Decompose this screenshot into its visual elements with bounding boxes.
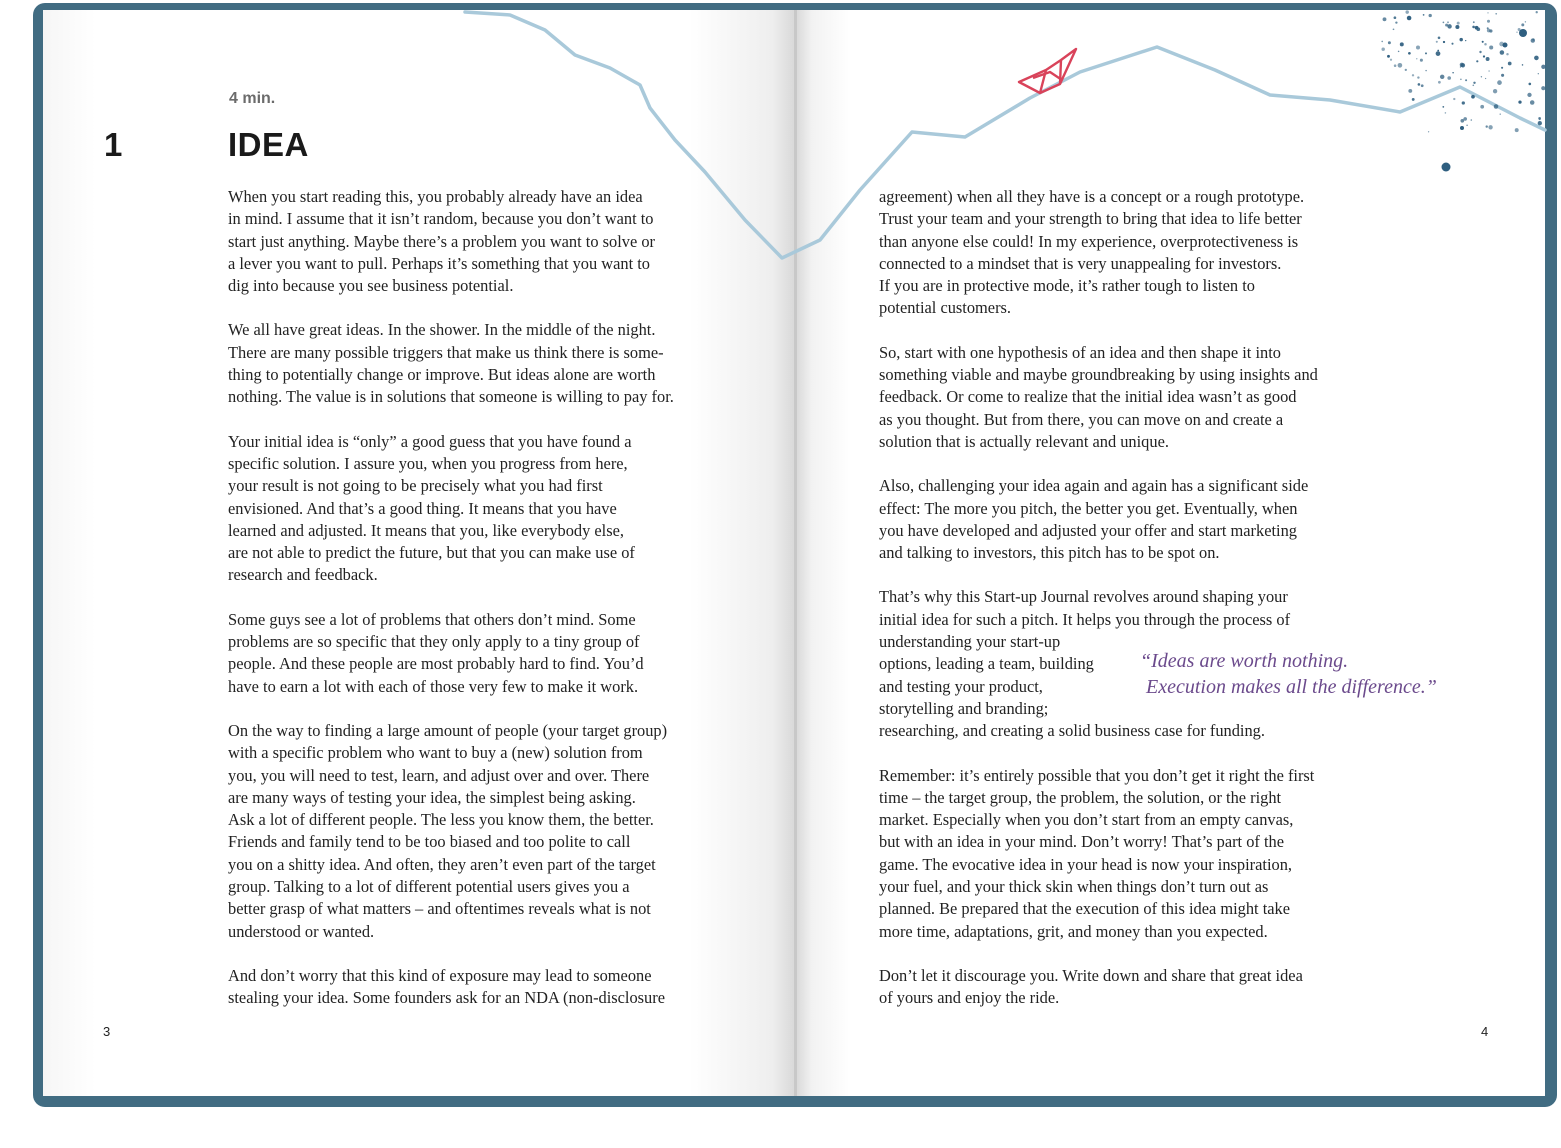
text-line: you, you will need to test, learn, and adjust over and over. There: [228, 765, 650, 785]
text-line: storytelling and branding;: [879, 698, 1049, 718]
paragraph: [879, 475, 1379, 564]
text-line: research and feedback.: [228, 565, 378, 585]
text-line: Don’t let it discourage you. Write down and share that great idea: [879, 965, 1303, 985]
paragraph: [228, 186, 728, 297]
text-line: initial idea for such a pitch. It helps you through the process of: [879, 609, 1291, 629]
left-text-column: [228, 186, 728, 1032]
text-line: with a specific problem who want to buy a (new) solution from: [228, 743, 643, 763]
text-line: Trust your team and your strength to bring that idea to life better: [879, 209, 1302, 229]
paragraph: [228, 431, 728, 587]
text-line: We all have great ideas. In the shower. In the middle of the night.: [228, 320, 656, 340]
pull-quote-line: Execution makes all the difference.”: [1146, 676, 1437, 698]
text-line: you on a shitty idea. And often, they aren’t even part of the target: [228, 854, 656, 874]
text-line: Friends and family tend to be too biased and too polite to call: [228, 832, 631, 852]
paragraph: [228, 319, 728, 408]
text-line: than anyone else could! In my experience, overprotectiveness is: [879, 231, 1299, 251]
text-line: understanding your start-up: [879, 632, 1061, 652]
page-number-right: 4: [1481, 1024, 1489, 1039]
text-line: and testing your product,: [879, 676, 1043, 696]
chapter-title: IDEA: [228, 126, 309, 163]
text-line: connected to a mindset that is very unappealing for investors.: [879, 253, 1282, 273]
text-line: thing to potentially change or improve. But ideas alone are worth: [228, 365, 656, 385]
text-line: problems are so specific that they only apply to a tiny group of: [228, 632, 640, 652]
pull-quote: [1140, 648, 1437, 700]
text-line: game. The evocative idea in your head is now your inspiration,: [879, 854, 1292, 874]
text-line: That’s why this Start-up Journal revolves around shaping your: [879, 587, 1288, 607]
text-line: are not able to predict the future, but that you can make use of: [228, 543, 635, 563]
text-line: solution that is actually relevant and unique.: [879, 431, 1169, 451]
text-line: specific solution. I assure you, when you progress from here,: [228, 453, 628, 473]
text-line: your fuel, and your thick skin when things don’t turn out as: [879, 877, 1269, 897]
text-line: planned. Be prepared that the execution of this idea might take: [879, 899, 1290, 919]
text-line: Some guys see a lot of problems that others don’t mind. Some: [228, 609, 636, 629]
text-line: something viable and maybe groundbreaking by using insights and: [879, 365, 1318, 385]
text-line: options, leading a team, building: [879, 654, 1094, 674]
text-line: have to earn a lot with each of those very few to make it work.: [228, 676, 639, 696]
text-line: When you start reading this, you probably already have an idea: [228, 187, 643, 206]
text-line: are many ways of testing your idea, the simplest being asking.: [228, 787, 636, 807]
text-line: stealing your idea. Some founders ask for an NDA (non-disclosure: [228, 988, 665, 1008]
paragraph: [228, 609, 728, 698]
text-line: more time, adaptations, grit, and money than you expected.: [879, 921, 1268, 941]
text-line: people. And these people are most probably hard to find. You’d: [228, 654, 644, 674]
chapter-number: 1: [104, 126, 123, 163]
text-line: understood or wanted.: [228, 921, 375, 941]
text-line: learned and adjusted. It means that you, like everybody else,: [228, 520, 624, 540]
text-line: Also, challenging your idea again and again has a significant side: [879, 476, 1309, 496]
pull-quote-line: “Ideas are worth nothing.: [1140, 650, 1349, 672]
reading-time: 4 min.: [229, 90, 276, 107]
paragraph: [879, 342, 1379, 453]
text-line: potential customers.: [879, 298, 1012, 318]
right-text-column: [879, 186, 1379, 1032]
text-line: but with an idea in your mind. Don’t worry! That’s part of the: [879, 832, 1284, 852]
text-line: time – the target group, the problem, the solution, or the right: [879, 787, 1282, 807]
text-line: There are many possible triggers that make us think there is some-: [228, 342, 664, 362]
text-line: and talking to investors, this pitch has to be spot on.: [879, 543, 1220, 563]
text-line: Remember: it’s entirely possible that you don’t get it right the first: [879, 765, 1315, 785]
text-line: your result is not going to be precisely what you had first: [228, 476, 603, 496]
text-line: a lever you want to pull. Perhaps it’s something that you want to: [228, 253, 650, 273]
text-line: feedback. Or come to realize that the initial idea wasn’t as good: [879, 387, 1297, 407]
text-line: agreement) when all they have is a concept or a rough prototype.: [879, 187, 1305, 206]
text-line: nothing. The value is in solutions that someone is willing to pay for.: [228, 387, 674, 407]
text-line: effect: The more you pitch, the better you get. Eventually, when: [879, 498, 1298, 518]
text-line: researching, and creating a solid business case for funding.: [879, 721, 1265, 741]
page-number-left: 3: [103, 1024, 111, 1039]
paragraph: [228, 965, 728, 1010]
paragraph: [879, 765, 1379, 943]
text-line: in mind. I assume that it isn’t random, because you don’t want to: [228, 209, 654, 229]
text-line: So, start with one hypothesis of an idea and then shape it into: [879, 342, 1281, 362]
text-line: market. Especially when you don’t start from an empty canvas,: [879, 810, 1294, 830]
text-line: On the way to finding a large amount of people (your target group): [228, 720, 668, 740]
text-line: Ask a lot of different people. The less you know them, the better.: [228, 810, 654, 830]
text-line: as you thought. But from there, you can move on and create a: [879, 409, 1284, 429]
text-line: dig into because you see business potential.: [228, 276, 514, 296]
text-line: of yours and enjoy the ride.: [879, 988, 1060, 1008]
text-line: better grasp of what matters – and oftentimes reveals what is not: [228, 899, 651, 919]
paragraph: [228, 720, 728, 943]
text-line: group. Talking to a lot of different potential users gives you a: [228, 877, 630, 897]
text-line: Your initial idea is “only” a good guess that you have found a: [228, 431, 632, 451]
paragraph: [879, 186, 1379, 320]
book-spine: [794, 10, 797, 1096]
text-line: If you are in protective mode, it’s rather tough to listen to: [879, 276, 1255, 296]
paragraph: [879, 965, 1379, 1010]
text-line: start just anything. Maybe there’s a problem you want to solve or: [228, 231, 655, 251]
text-line: envisioned. And that’s a good thing. It means that you have: [228, 498, 617, 518]
text-line: you have developed and adjusted your offer and start marketing: [879, 520, 1297, 540]
text-line: And don’t worry that this kind of exposure may lead to someone: [228, 965, 652, 985]
